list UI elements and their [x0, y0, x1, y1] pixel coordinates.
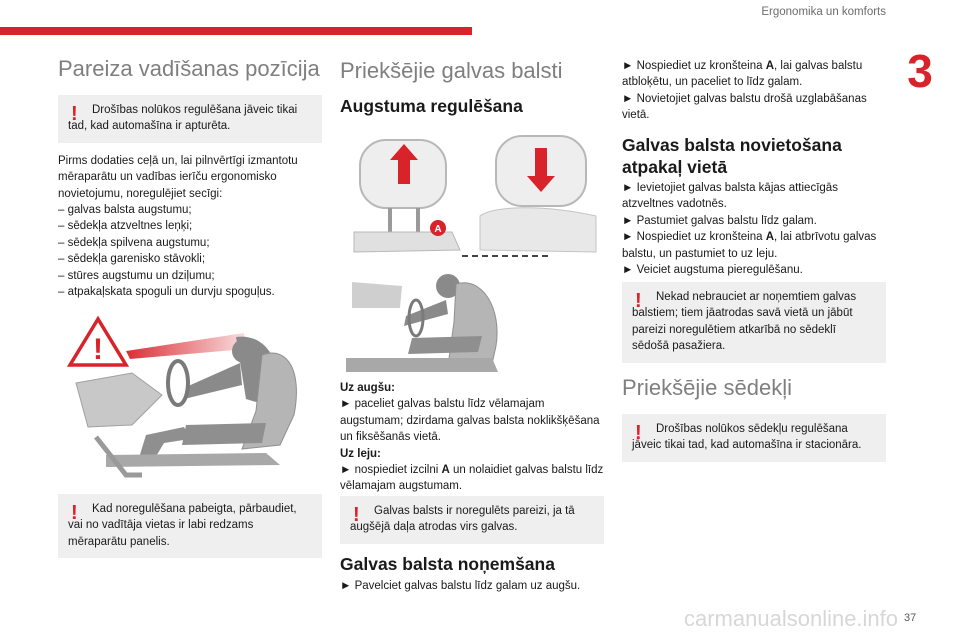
page-number: 37 [904, 612, 917, 624]
warning-box-safety [58, 95, 322, 143]
refit-instructions [622, 180, 886, 278]
removal-step: ► Novietojiet galvas balstu drošā uzglabāšanas vietā. [622, 92, 867, 122]
running-header: Ergonomika un komforts [761, 6, 886, 18]
column-head-restraints [340, 50, 604, 117]
column-driving-position [58, 50, 322, 300]
refit-step: ► Veiciet augstuma pieregulēšanu. [622, 264, 803, 277]
refit-step: ► Nospiediet uz kronšteina A, lai atbrīvotu galvas balstu, un pastumiet to uz leju. [622, 231, 877, 260]
warning-icon: ! [71, 502, 78, 524]
up-label: Uz augšu: [340, 382, 395, 394]
marker-label-a: A [434, 224, 442, 235]
list-item: – sēdekļa spilvena augstumu; [58, 236, 210, 249]
removal-instruction: ► Pavelciet galvas balstu līdz galam uz augšu. [340, 580, 581, 592]
top-accent-bar [0, 27, 472, 35]
warning-text: Galvas balsts ir noregulēts pareizi, ja tā augšējā daļa atrodas virs galvas. [350, 505, 575, 534]
intro-text: Pirms dodaties ceļā un, lai pilnvērtīgi izmantotu mēraparātu un vadības ierīču ergonomisko novietojumu, noregulējiet secīgi: [58, 154, 298, 200]
chapter-number: 3 [907, 45, 933, 97]
warning-text: Kad noregulēšana pabeigta, pārbaudiet, vai no vadītāja vietas ir labi redzams mēraparātu panelis. [68, 503, 297, 548]
subheading-removal: Galvas balsta noņemšana [340, 554, 555, 574]
warning-icon: ! [71, 103, 78, 125]
head-restraint-adjustment-illustration [342, 132, 604, 378]
warning-box-seat-adjustment [622, 414, 886, 462]
refit-step: ► Ievietojiet galvas balsta kājas attiecīgās atzveltnes vadotnēs. [622, 182, 838, 211]
down-instruction: ► nospiediet izcilni A un nolaidiet galvas balstu līdz vēlamajam augstumam. [340, 464, 604, 493]
sight-line-beam [126, 333, 246, 359]
warning-box-no-driving [622, 282, 886, 363]
svg-text:!: ! [93, 333, 103, 366]
refit-step: ► Pastumiet galvas balstu līdz galam. [622, 214, 817, 227]
warning-box-head-restraint [340, 496, 604, 544]
intro-paragraph [58, 153, 322, 301]
down-arrow-icon [535, 148, 547, 180]
section-heading-front-seats: Priekšējie sēdekļi [622, 375, 792, 400]
list-item: – sēdekļa atzveltnes leņķi; [58, 220, 193, 233]
warning-icon: ! [635, 290, 642, 312]
subheading-refit: Galvas balsta novietošana atpakaļ vietā [622, 135, 842, 177]
warning-icon: ! [635, 422, 642, 444]
warning-text: Drošības nolūkos sēdekļu regulēšana jāveic tikai tad, kad automašīna ir stacionāra. [632, 423, 862, 452]
section-heading-driving-position: Pareiza vadīšanas pozīcija [58, 56, 320, 81]
height-adjustment-instructions [340, 380, 604, 495]
warning-text: Drošības nolūkos regulēšana jāveic tikai tad, kad automašīna ir apturēta. [68, 104, 298, 133]
watermark-text: carmanualsonline.info [684, 606, 899, 631]
up-arrow-icon [398, 156, 410, 184]
list-item: – sēdekļa garenisko stāvokli; [58, 253, 206, 266]
warning-box-instrument-check [58, 494, 322, 558]
list-item: – atpakaļskata spoguli un durvju spoguļus. [58, 286, 275, 299]
warning-icon: ! [353, 504, 360, 526]
driver-position-illustration [66, 315, 318, 481]
up-instruction: ► paceliet galvas balstu līdz vēlamajam augstumam; dzirdama galvas balsta noklikšķēšana un fiksēšanās vietā. [340, 398, 600, 444]
list-item: – galvas balsta augstumu; [58, 204, 192, 217]
subheading-height-adjustment: Augstuma regulēšana [340, 96, 523, 116]
down-label: Uz leju: [340, 447, 381, 460]
section-heading-head-restraints: Priekšējie galvas balsti [340, 58, 563, 83]
removal-step: ► Nospiediet uz kronšteina A, lai galvas balstu atbloķētu, un paceliet to līdz galam. [622, 60, 863, 89]
removal-continued [622, 58, 886, 124]
list-item: – stūres augstumu un dziļumu; [58, 269, 215, 282]
warning-text: Nekad nebrauciet ar noņemtiem galvas balstiem; tiem jāatrodas savā vietā un jābūt pareizi noregulētiem atkarībā no sēdeklī sēdošā pasažiera. [632, 291, 857, 353]
